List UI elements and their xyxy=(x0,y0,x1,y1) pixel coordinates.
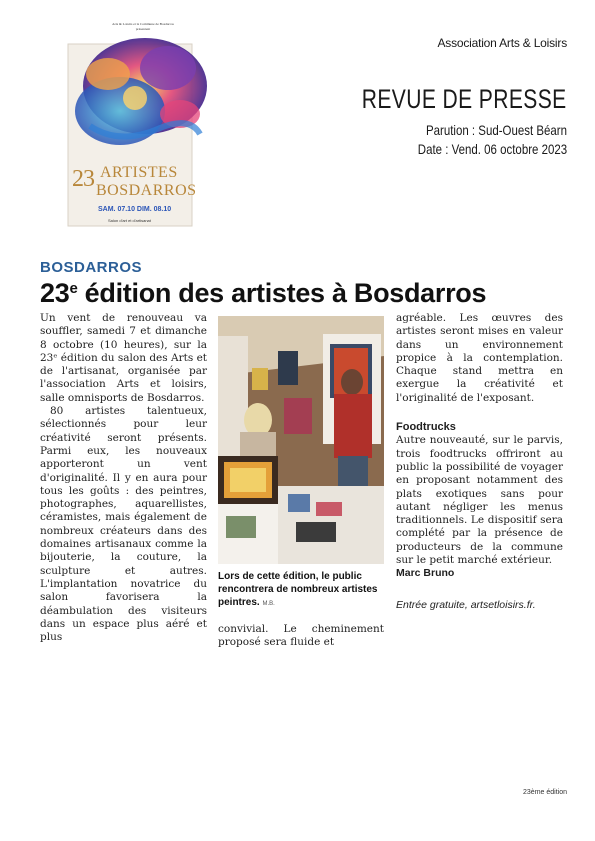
poster-dates: SAM. 07.10 DIM. 08.10 xyxy=(98,206,172,213)
poster-subtitle: Salon d'art et d'artisanat xyxy=(108,218,151,223)
paragraph-works: agréable. Les œuvres des artistes seront mises en valeur dans un environnement propice à la contemplation. Chaque stand mettra en exergue la créativité et l'originalité de l'exposant. xyxy=(396,312,563,404)
photo-illustration xyxy=(218,316,384,564)
article-column-1 xyxy=(40,312,207,644)
article-kicker: BOSDARROS xyxy=(40,259,143,276)
association-name: Association Arts & Loisirs xyxy=(437,36,567,50)
headline-number: 23 xyxy=(40,278,70,308)
paragraph-foodtrucks: Autre nouveauté, sur le parvis, trois foodtrucks offriront au public la possibilité de voyager en proposant notamment des plats exotiques sans pour autant négliger les menus traditionnels. Le dispositif sera complété par la présence de producteurs de la commune sur le petit marché extérieur. xyxy=(396,434,563,567)
paragraph-artists: 80 artistes talentueux, sélectionnés pour leur créativité seront présents. Parmi eux, les nouveaux apporteront un vent d'originalité. Il y en aura pour tous les goûts : des peintres, photographes, aquarellistes, céramistes, mais également de nombreux créateurs dans des domaines artisanaux comme la bijouterie, la couture, la sculpture et autres. L'implantation novatrice du salon favorisera la déambulation des visiteurs dans un espace plus aéré et plus xyxy=(40,405,207,644)
entry-info: Entrée gratuite, artsetloisirs.fr. xyxy=(396,598,536,611)
parution-line: Parution : Sud-Ouest Béarn xyxy=(425,122,567,138)
caption-text: Lors de cette édition, le public rencontrera de nombreux artistes peintres. xyxy=(218,571,378,608)
paragraph-intro: Un vent de renouveau va souffler, samedi 7 et dimanche 8 octobre (10 heures), sur la 23ᵉ édition du salon des Arts et de l'artisanat, organisée par l'association Arts et loisirs, salle omnisports de Bosdarros. xyxy=(40,312,207,404)
poster-top-text: Arts & Loisirs et la Commune de Bosdarros présentent xyxy=(112,22,174,31)
author-signature: Marc Bruno xyxy=(396,567,455,580)
page-title: REVUE DE PRESSE xyxy=(362,84,567,114)
poster-title-line2: BOSDARROS xyxy=(96,182,197,199)
footer-note: 23ème édition xyxy=(523,789,567,796)
article-column-2 xyxy=(218,623,384,650)
article-headline xyxy=(40,278,486,309)
poster-title-line1: ARTISTES xyxy=(100,164,178,181)
event-poster xyxy=(50,16,220,231)
paragraph-continuation: convivial. Le cheminement proposé sera fluide et xyxy=(218,623,384,649)
date-line: Date : Vend. 06 octobre 2023 xyxy=(417,141,567,157)
photo-credit: M.B. xyxy=(262,601,275,607)
article-photo xyxy=(218,316,384,564)
article-column-3 xyxy=(396,312,563,612)
poster-edition: 23 xyxy=(72,166,94,192)
photo-caption xyxy=(218,570,386,611)
headline-text: édition des artistes à Bosdarros xyxy=(77,278,487,308)
subheading-foodtrucks: Foodtrucks xyxy=(396,421,456,434)
headline-superscript: e xyxy=(69,280,78,297)
